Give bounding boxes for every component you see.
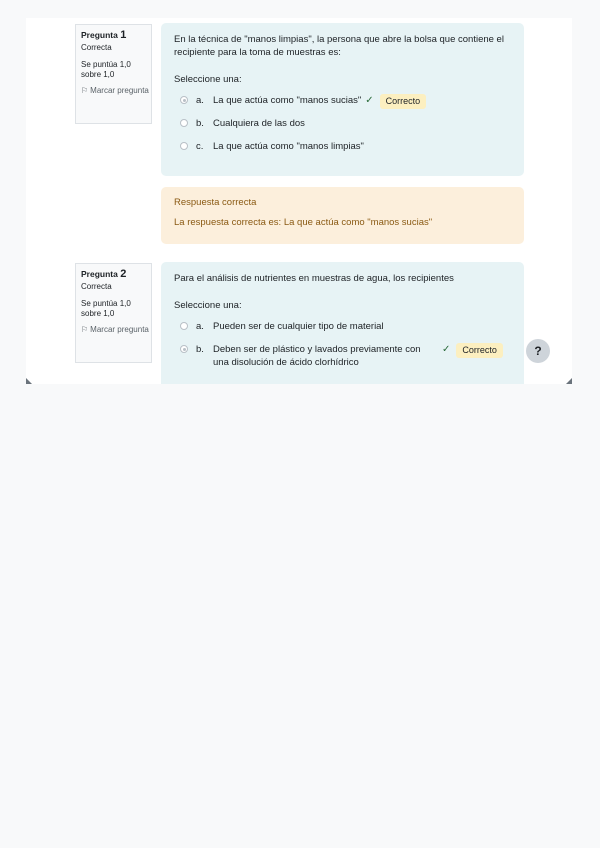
- question-1-feedback: [161, 187, 524, 244]
- flag-question-button[interactable]: [81, 325, 151, 335]
- answer-text: La que actúa como "manos sucias": [213, 95, 362, 106]
- question-text: Para el análisis de nutrientes en muestras de agua, los recipientes: [174, 273, 454, 284]
- question-1-title: [81, 30, 151, 40]
- question-number: 1: [120, 29, 127, 41]
- answer-prompt: Seleccione una:: [174, 74, 242, 85]
- flag-question-button[interactable]: [81, 86, 151, 96]
- answer-letter: c.: [196, 141, 204, 152]
- answer-letter: b.: [196, 118, 204, 129]
- answer-text: Deben ser de plástico y lavados previamente con una disolución de ácido clorhídrico: [213, 344, 421, 368]
- answer-text: Pueden ser de cualquier tipo de material: [213, 321, 384, 332]
- question-number: 2: [120, 268, 127, 280]
- answer-option-c[interactable]: [174, 140, 511, 157]
- answer-radio-a[interactable]: [180, 96, 188, 104]
- answer-prompt: Seleccione una:: [174, 300, 242, 311]
- answer-option-b[interactable]: [174, 343, 511, 369]
- question-2-formulation: [161, 262, 524, 384]
- flag-label: Marcar pregunta: [90, 325, 149, 334]
- answer-radio-a[interactable]: [180, 322, 188, 330]
- correct-badge: Correcto: [380, 94, 427, 109]
- answer-option-a[interactable]: [174, 94, 511, 111]
- flag-icon: ⚐: [81, 325, 89, 334]
- question-1-info: [75, 24, 152, 124]
- flag-icon: ⚐: [81, 86, 89, 95]
- question-state: Correcta: [81, 282, 112, 291]
- resize-corner-right: [566, 378, 572, 384]
- answer-letter: b.: [196, 344, 204, 355]
- question-2-info: [75, 263, 152, 363]
- answer-radio-b[interactable]: [180, 345, 188, 353]
- quiz-review-page: [26, 18, 572, 384]
- correct-badge: Correcto: [456, 343, 503, 358]
- question-text: En la técnica de "manos limpias", la persona que abre la bolsa que contiene el recipiente para la toma de muestras es:: [174, 34, 504, 58]
- question-grade: Se puntúa 1,0 sobre 1,0: [81, 299, 131, 318]
- answer-text: Cualquiera de las dos: [213, 118, 305, 129]
- answer-radio-c[interactable]: [180, 142, 188, 150]
- question-title-label: Pregunta: [81, 269, 118, 279]
- resize-corner-left: [26, 378, 32, 384]
- feedback-title: Respuesta correcta: [174, 197, 257, 208]
- answer-radio-b[interactable]: [180, 119, 188, 127]
- flag-label: Marcar pregunta: [90, 86, 149, 95]
- answer-text: La que actúa como "manos limpias": [213, 141, 364, 152]
- answer-letter: a.: [196, 321, 204, 332]
- answer-option-a[interactable]: [174, 320, 511, 337]
- question-title-label: Pregunta: [81, 30, 118, 40]
- feedback-text: La respuesta correcta es: La que actúa como "manos sucias": [174, 217, 433, 228]
- question-grade: Se puntúa 1,0 sobre 1,0: [81, 60, 131, 79]
- question-2-title: [81, 269, 151, 279]
- check-icon: ✓: [365, 95, 374, 106]
- answer-option-b[interactable]: [174, 117, 511, 134]
- check-icon: ✓: [442, 344, 451, 355]
- question-state: Correcta: [81, 43, 112, 52]
- help-button[interactable]: ?: [526, 339, 550, 363]
- answer-letter: a.: [196, 95, 204, 106]
- question-1-formulation: [161, 23, 524, 176]
